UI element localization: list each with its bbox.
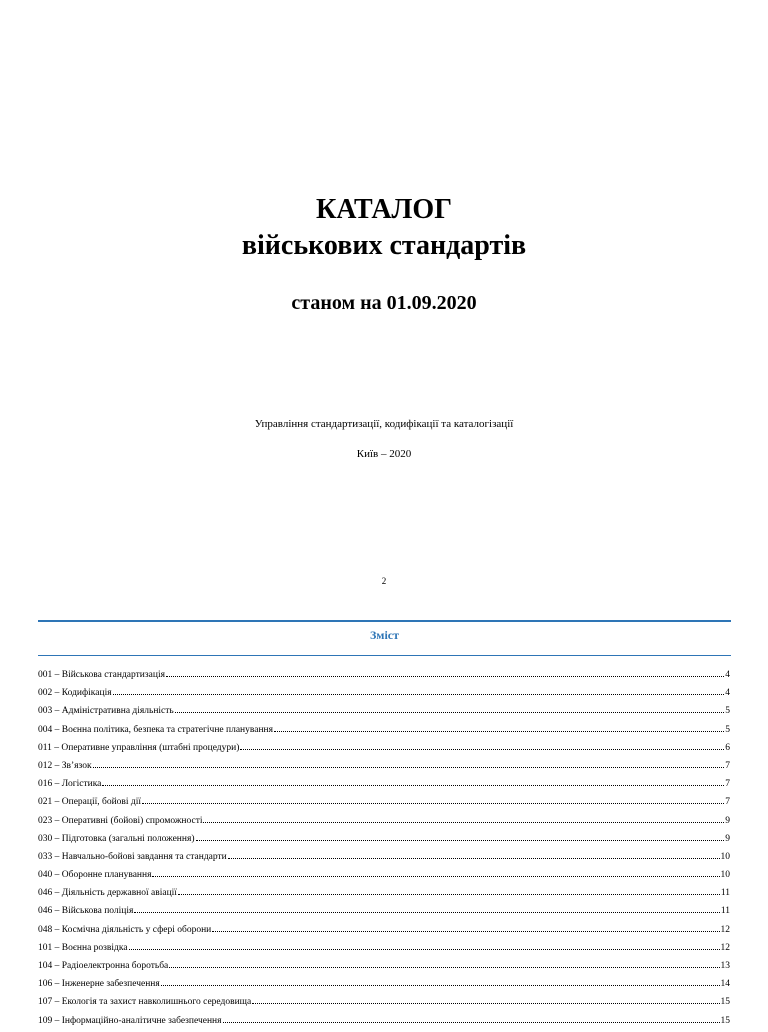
toc-entry[interactable] xyxy=(38,959,730,977)
toc-entry[interactable] xyxy=(38,759,730,777)
toc-dot-leader xyxy=(129,941,720,950)
toc-entry[interactable] xyxy=(38,995,730,1013)
toc-entry[interactable] xyxy=(38,686,730,704)
toc-entry-title: 021 – Операції, бойові дії xyxy=(38,797,142,808)
toc-entry-title: 033 – Навчально-бойові завдання та стандарти xyxy=(38,851,227,862)
toc-dot-leader xyxy=(102,777,724,786)
toc-entry[interactable] xyxy=(38,850,730,868)
toc-dot-leader xyxy=(196,832,725,841)
toc-dot-leader xyxy=(134,904,719,913)
toc-entry-title: 003 – Адміністративна діяльність xyxy=(38,706,174,717)
toc-entry-title: 002 – Кодифікація xyxy=(38,688,112,699)
toc-entry[interactable] xyxy=(38,704,730,722)
toc-entry-title: 030 – Підготовка (загальні положення) xyxy=(38,833,195,844)
toc-entry[interactable] xyxy=(38,886,730,904)
toc-entry-title: 104 – Радіоелектронна боротьба xyxy=(38,961,169,971)
toc-entry-title: 048 – Космічна діяльність у сфері оборони xyxy=(38,924,212,935)
toc-entry-title: 107 – Екологія та захист навколишнього середовища xyxy=(38,997,252,1008)
toc-dot-leader xyxy=(175,704,724,713)
toc-entry-page: 11 xyxy=(720,888,730,899)
toc-entry-page: 12 xyxy=(720,924,730,935)
toc-entry-page: 5 xyxy=(725,724,730,735)
toc-dot-leader xyxy=(203,814,724,823)
toc-entry[interactable] xyxy=(38,832,730,850)
toc-entry[interactable] xyxy=(38,814,730,832)
title-line-2: військових стандартів xyxy=(241,230,527,261)
toc-entry-page: 15 xyxy=(720,1015,730,1026)
toc-entry-title: 101 – Воєнна розвідка xyxy=(38,942,128,953)
toc-dot-leader xyxy=(252,995,719,1004)
toc-entry-title: 016 – Логістика xyxy=(38,779,102,790)
toc-entry-page: 10 xyxy=(720,851,730,862)
toc-entry-page: 7 xyxy=(725,779,730,790)
toc-dot-leader xyxy=(166,668,724,677)
toc-entry-title: 004 – Воєнна політика, безпека та стратегічне планування xyxy=(38,724,274,735)
toc-entry-title: 109 – Інформаційно-аналітичне забезпечення xyxy=(38,1015,222,1026)
toc-dot-leader xyxy=(228,850,720,859)
city-year: Київ – 2020 xyxy=(356,448,412,460)
toc-entry-title: 012 – Зв’язок xyxy=(38,760,92,771)
toc-entry-page: 10 xyxy=(720,870,730,881)
toc-entry-page: 14 xyxy=(720,979,730,990)
cover-title xyxy=(0,192,768,264)
toc-dot-leader xyxy=(178,886,720,895)
toc-entry-page: 13 xyxy=(720,961,730,971)
toc-entry[interactable] xyxy=(38,741,730,759)
toc-entry[interactable] xyxy=(38,941,730,959)
toc-dot-leader xyxy=(93,759,725,768)
toc-top-rule xyxy=(38,620,731,622)
toc-entry-page: 11 xyxy=(720,906,730,917)
toc-entry-title: 011 – Оперативне управління (штабні процедури) xyxy=(38,742,240,753)
date-line: станом на 01.09.2020 xyxy=(291,292,477,314)
toc-entry[interactable] xyxy=(38,668,730,686)
toc-entry-page: 5 xyxy=(725,706,730,717)
toc-entry[interactable] xyxy=(38,723,730,741)
toc-entry-title: 046 – Діяльність державної авіації xyxy=(38,888,177,899)
page-number: 2 xyxy=(381,576,387,586)
toc-entry[interactable] xyxy=(38,923,730,941)
toc-dot-leader xyxy=(223,1014,720,1023)
toc-dot-leader xyxy=(212,923,719,932)
toc-entry[interactable] xyxy=(38,1014,730,1032)
toc-entry-title: 106 – Інженерне забезпечення xyxy=(38,979,160,990)
toc-entry[interactable] xyxy=(38,977,730,995)
toc-entry-title: 001 – Військова стандартизація xyxy=(38,670,165,680)
toc-dot-leader xyxy=(274,723,724,732)
toc-entry[interactable] xyxy=(38,777,730,795)
toc-entry-page: 9 xyxy=(725,815,730,826)
toc-entry[interactable] xyxy=(38,904,730,922)
toc-entry-page: 7 xyxy=(725,760,730,771)
toc-heading: Зміст xyxy=(369,628,400,642)
organization-name: Управління стандартизації, кодифікації та каталогізації xyxy=(254,418,514,430)
toc-entry-page: 4 xyxy=(725,688,730,699)
toc-entry-page: 6 xyxy=(725,742,730,753)
toc-dot-leader xyxy=(113,686,725,695)
toc-dot-leader xyxy=(240,741,724,750)
toc-entry[interactable] xyxy=(38,868,730,886)
toc-entry-page: 7 xyxy=(725,797,730,808)
toc-entry-title: 040 – Оборонне планування xyxy=(38,870,152,881)
toc-entry-page: 4 xyxy=(725,670,730,680)
toc-entry-title: 023 – Оперативні (бойові) спроможності xyxy=(38,815,203,826)
toc-bottom-rule xyxy=(38,655,731,656)
toc-dot-leader xyxy=(152,868,719,877)
toc-entry[interactable] xyxy=(38,795,730,813)
toc-dot-leader xyxy=(169,959,719,968)
toc-entry-page: 12 xyxy=(720,942,730,953)
toc-dot-leader xyxy=(161,977,720,986)
toc-entry-title: 046 – Військова поліція xyxy=(38,906,134,917)
title-line-1: КАТАЛОГ xyxy=(315,194,453,225)
toc-entry-page: 15 xyxy=(720,997,730,1008)
table-of-contents xyxy=(38,668,730,1032)
toc-entry-page: 9 xyxy=(725,833,730,844)
toc-dot-leader xyxy=(142,795,724,804)
